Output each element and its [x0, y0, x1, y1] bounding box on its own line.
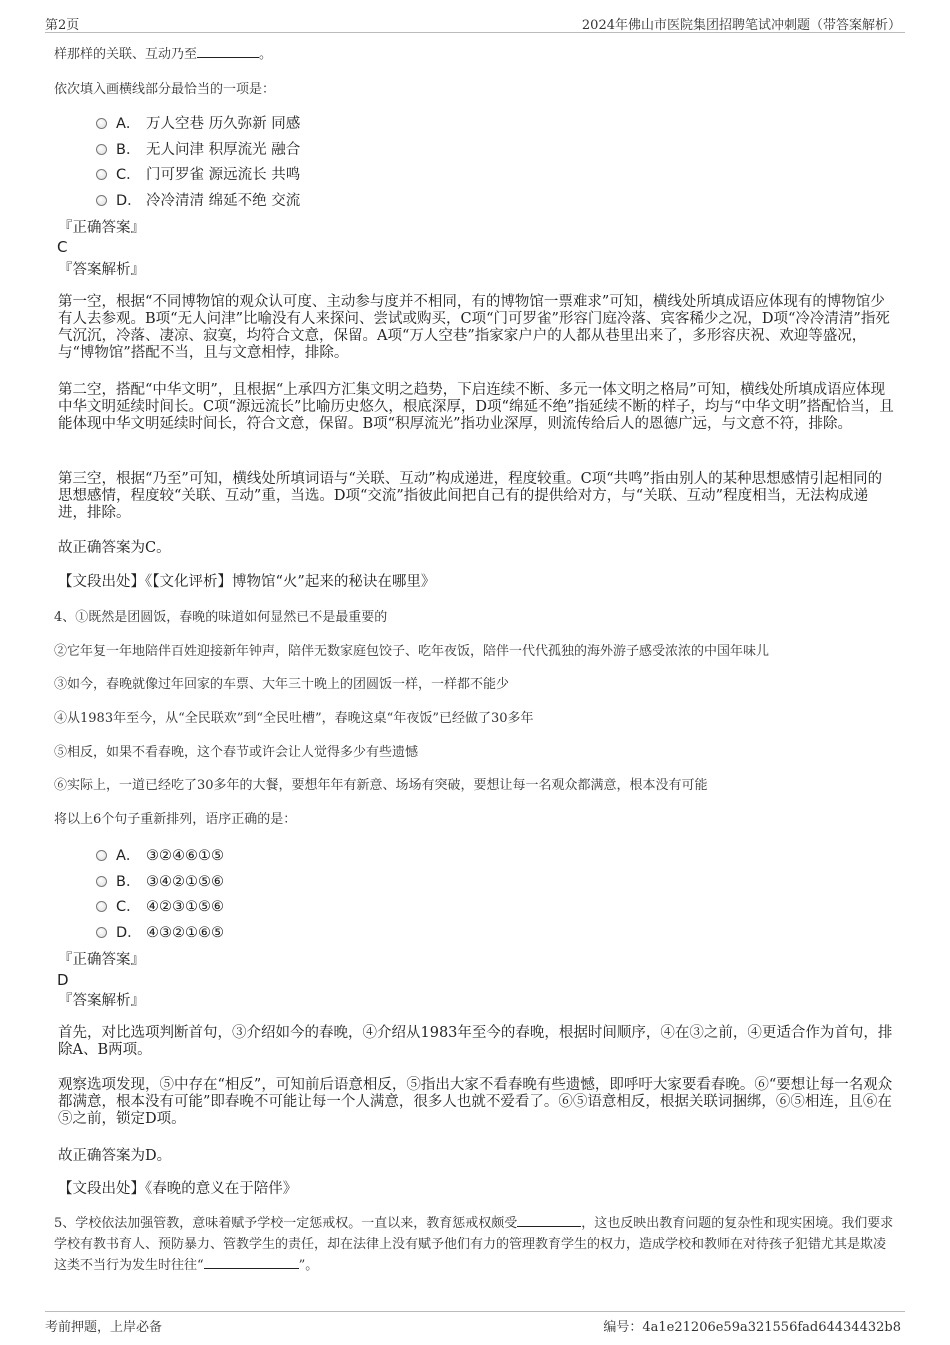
question-4-sentence-1: 4、①既然是团圆饭，春晚的味道如何显然已不是最重要的	[54, 610, 388, 625]
correct-answer: D	[57, 971, 69, 989]
document-id: 编号：4a1e21206e59a321556fad64434432b8	[603, 1320, 901, 1335]
page-header	[45, 12, 905, 33]
answer-blank	[517, 1214, 581, 1227]
analysis-paragraph: 第二空，搭配“中华文明”，且根据“上承四方汇集文明之趋势，下启连续不断、多元一体文明之格局”可知，横线处所填成语应体现中华文明延续时间长。C项“源远流长”比喻历史悠久，根底深厚，D项“绵延不绝”指延续不断的样子，均与“中华文明”搭配恰当，且能体现中华文明延续时间长，符合文意，保留。B项“积厚流光”指功业深厚，则流传给后人的恩德广远，与文意不符，排除。	[58, 382, 894, 432]
question-4-sentence-4: ④从1983年至今，从“全民联欢”到“全民吐槽”，春晚这桌“年夜饭”已经做了30多年	[54, 711, 534, 726]
radio-icon[interactable]	[96, 927, 107, 938]
document-title: 2024年佛山市医院集团招聘笔试冲刺题（带答案解析）	[581, 18, 901, 33]
source-citation: 【文段出处】《春晚的意义在于陪伴》	[58, 1181, 298, 1197]
answer-blank	[197, 45, 259, 58]
answer-label: 『正确答案』	[58, 952, 145, 968]
question-4-sentence-5: ⑤相反，如果不看春晚，这个春节或许会让人觉得多少有些遗憾	[54, 745, 419, 760]
radio-icon[interactable]	[96, 195, 107, 206]
question-3-option-a[interactable]: A． 万人空巷 历久弥新 同感	[96, 114, 300, 134]
footer-slogan: 考前押题，上岸必备	[45, 1320, 163, 1335]
question-4-option-d[interactable]: D． ④③②①⑥⑤	[96, 923, 224, 943]
radio-icon[interactable]	[96, 169, 107, 180]
radio-icon[interactable]	[96, 901, 107, 912]
radio-icon[interactable]	[96, 118, 107, 129]
analysis-conclusion: 故正确答案为C。	[58, 540, 171, 556]
source-citation: 【文段出处】《【文化评析】博物馆“火”起来的秘诀在哪里》	[58, 574, 436, 590]
question-4-prompt: 将以上6个句子重新排列，语序正确的是：	[54, 812, 297, 827]
question-4-option-c[interactable]: C． ④②③①⑤⑥	[96, 897, 224, 917]
question-3-option-c[interactable]: C． 门可罗雀 源远流长 共鸣	[96, 165, 300, 185]
analysis-paragraph: 第三空，根据“乃至”可知，横线处所填词语与“关联、互动”构成递进，程度较重。C项“共鸣”指由别人的某种思想感情引起相同的思想感情，程度较“关联、互动”重，当选。D项“交流”指彼此间把自己有的提供给对方，与“关联、互动”程度相当，无法构成递进，排除。	[58, 471, 883, 521]
question-4-option-b[interactable]: B． ③④②①⑤⑥	[96, 872, 224, 892]
answer-blank	[204, 1256, 299, 1269]
question-3-option-b[interactable]: B． 无人问津 积厚流光 融合	[96, 140, 300, 160]
analysis-paragraph: 首先，对比选项判断首句，③介绍如今的春晚，④介绍从1983年至今的春晚，根据时间顺序，④在③之前，④更适合作为首句，排除A、B两项。	[58, 1025, 893, 1058]
analysis-paragraph: 第一空，根据“不同博物馆的观众认可度、主动参与度并不相同，有的博物馆一票难求”可知，横线处所填成语应体现有的博物馆少有人去参观。B项“无人问津”比喻没有人来探问、尝试或购买，C项“门可罗雀”形容门庭冷落、宾客稀少之况，D项“冷冷清清”指死气沉沉，冷落、凄凉、寂寞，均符合文意，保留。A项“万人空巷”指家家户户的人都从巷里出来了，多形容庆祝、欢迎等盛况，与“博物馆”搭配不当，且与文意相悖，排除。	[58, 294, 890, 361]
radio-icon[interactable]	[96, 850, 107, 861]
correct-answer: C	[57, 238, 68, 256]
analysis-label: 『答案解析』	[58, 993, 145, 1009]
answer-label: 『正确答案』	[58, 220, 145, 236]
question-3-prompt: 依次填入画横线部分最恰当的一项是：	[54, 82, 276, 97]
analysis-paragraph: 观察选项发现，⑤中存在“相反”，可知前后语意相反，⑤指出大家不看春晚有些遗憾，即呼吁大家要看春晚。⑥“要想让每一名观众都满意，根本没有可能”即春晚不可能让每一个人满意，很多人也就不爱看了。⑥⑤语意相反，根据关联词捆绑，⑥⑤相连，且⑥在⑤之前，锁定D项。	[58, 1077, 893, 1127]
question-4-option-a[interactable]: A． ③②④⑥①⑤	[96, 846, 224, 866]
question-5-stem: 5、学校依法加强管教，意味着赋予学校一定惩戒权。一直以来，教育惩戒权颇受 ，这也反映出教育问题的复杂性和现实困境。我们要求学校有教书育人、预防暴力、管教学生的责任，却在法律上没有赋予他们有力的管理教育学生的权力，造成学校和教师在对待孩子犯错尤其是欺凌这类不当行为发生时往往“ ”。	[54, 1216, 894, 1273]
question-3-tail: 样那样的关联、互动乃至 。	[54, 47, 273, 62]
question-3-option-d[interactable]: D． 冷冷清清 绵延不绝 交流	[96, 191, 300, 211]
page-footer	[45, 1311, 905, 1334]
radio-icon[interactable]	[96, 144, 107, 155]
question-4-sentence-6: ⑥实际上，一道已经吃了30多年的大餐，要想年年有新意、场场有突破，要想让每一名观众都满意，根本没有可能	[54, 778, 708, 793]
radio-icon[interactable]	[96, 876, 107, 887]
analysis-conclusion: 故正确答案为D。	[58, 1148, 172, 1164]
question-4-sentence-2: ②它年复一年地陪伴百姓迎接新年钟声，陪伴无数家庭包饺子、吃年夜饭，陪伴一代代孤独的海外游子感受浓浓的中国年味儿	[54, 644, 770, 659]
page-number: 第2页	[45, 18, 80, 33]
analysis-label: 『答案解析』	[58, 262, 145, 278]
question-4-sentence-3: ③如今，春晚就像过年回家的车票、大年三十晚上的团圆饭一样，一样都不能少	[54, 677, 510, 692]
